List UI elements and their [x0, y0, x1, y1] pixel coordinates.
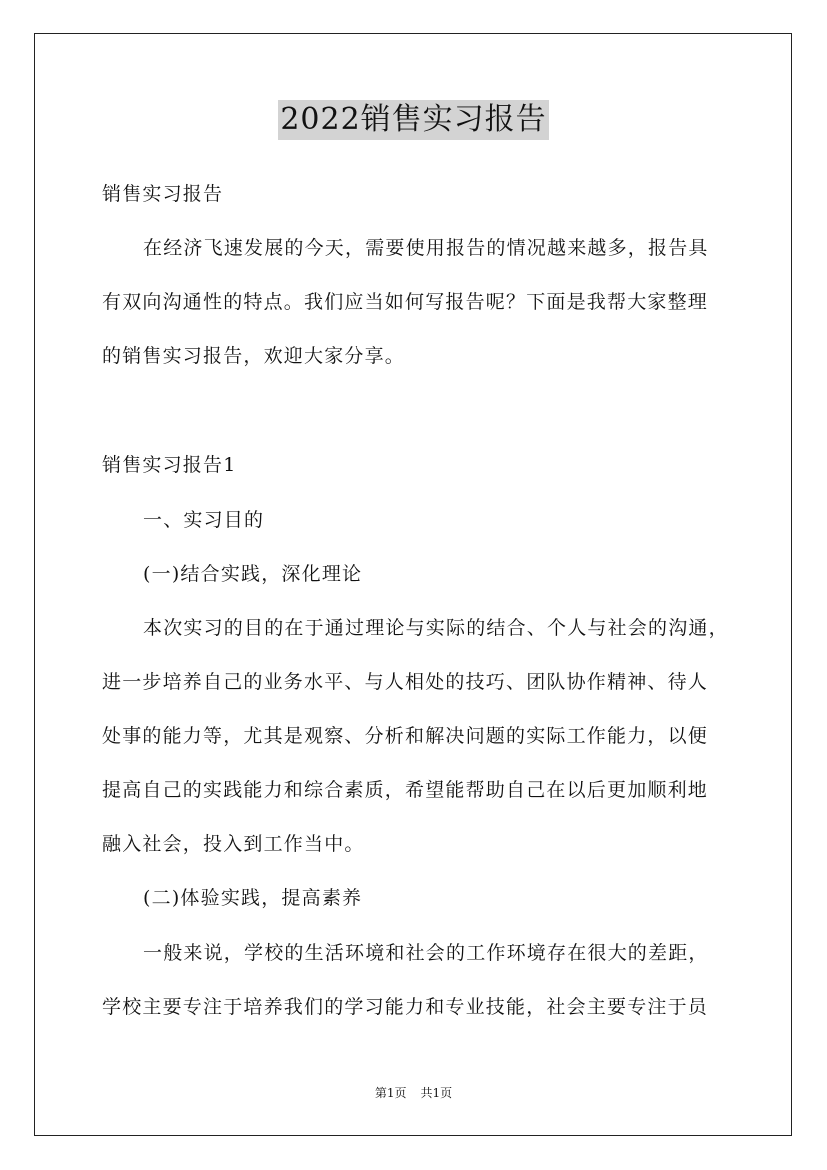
paragraph-line: 进一步培养自己的业务水平、与人相处的技巧、团队协作精神、待人 [102, 671, 709, 693]
document-title: 2022销售实习报告 [278, 100, 548, 140]
intro-line: 的销售实习报告，欢迎大家分享。 [102, 345, 406, 367]
document-title-container [0, 100, 827, 140]
document-subtitle: 销售实习报告 [102, 183, 224, 205]
page-total: 共1页 [420, 1086, 453, 1100]
intro-line: 有双向沟通性的特点。我们应当如何写报告呢？下面是我帮大家整理 [102, 291, 709, 313]
paragraph-line: 一般来说，学校的生活环境和社会的工作环境存在很大的差距， [143, 942, 709, 964]
paragraph-line: 学校主要专注于培养我们的学习能力和专业技能，社会主要专注于员 [102, 996, 709, 1018]
page-number: 第1页 [374, 1086, 407, 1100]
section-heading: 销售实习报告1 [102, 454, 237, 476]
intro-line: 在经济飞速发展的今天，需要使用报告的情况越来越多，报告具 [143, 237, 709, 259]
paragraph-line: 本次实习的目的在于通过理论与实际的结合、个人与社会的沟通， [143, 617, 729, 639]
paragraph-line: 处事的能力等，尤其是观察、分析和解决问题的实际工作能力，以便 [102, 725, 709, 747]
heading-objectives: 一、实习目的 [143, 509, 265, 531]
page-footer [0, 1085, 827, 1101]
paragraph-line: 提高自己的实践能力和综合素质，希望能帮助自己在以后更加顺利地 [102, 779, 709, 801]
subheading-2: (二)体验实践，提高素养 [143, 887, 363, 909]
subheading-1: (一)结合实践，深化理论 [143, 563, 363, 585]
paragraph-line: 融入社会，投入到工作当中。 [102, 833, 365, 855]
